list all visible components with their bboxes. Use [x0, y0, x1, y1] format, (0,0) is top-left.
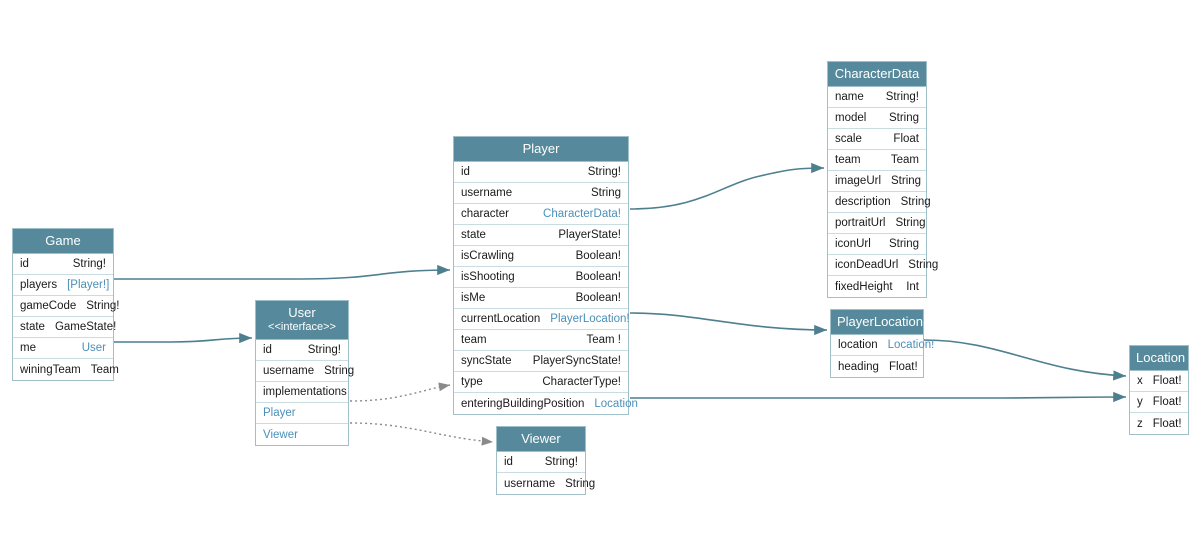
field-name: heading: [838, 360, 879, 373]
field-name: imageUrl: [835, 175, 882, 188]
field-name: winingTeam: [20, 363, 81, 376]
field-type: Float!: [1152, 375, 1182, 388]
field-type: Boolean!: [575, 250, 621, 263]
field-name: team: [461, 334, 487, 347]
field-row: [13, 317, 117, 338]
field-name: model: [835, 112, 867, 125]
entity-player[interactable]: [453, 136, 638, 415]
field-row: [454, 267, 628, 288]
field-type[interactable]: Location!: [887, 339, 935, 352]
entity-viewer[interactable]: [496, 426, 596, 495]
field-type[interactable]: CharacterData!: [543, 208, 621, 221]
field-name: description: [835, 196, 891, 209]
field-name: state: [461, 229, 486, 242]
field-row: [454, 330, 628, 351]
field-row: [256, 361, 355, 382]
field-row: [454, 162, 628, 183]
entity-stereotype: <<interface>>: [268, 321, 336, 334]
field-row: [454, 204, 628, 225]
field-type: PlayerSyncState!: [532, 355, 621, 368]
field-name: id: [461, 166, 470, 179]
field-name: fixedHeight: [835, 280, 893, 293]
implementation-viewer[interactable]: Viewer: [263, 428, 298, 441]
edge-game-me-user: [114, 338, 252, 342]
field-row: [454, 351, 628, 372]
edge-playerlocation-location-location: [924, 340, 1126, 376]
field-row: [828, 108, 926, 129]
field-type: String: [888, 238, 919, 251]
field-type: GameState!: [54, 321, 117, 334]
field-name: isMe: [461, 292, 486, 305]
field-row: [1130, 413, 1188, 434]
field-name: username: [461, 187, 513, 200]
field-type[interactable]: PlayerLocation!: [550, 313, 630, 326]
entity-title-viewer: Viewer: [497, 427, 585, 452]
entity-characterdata[interactable]: [827, 61, 939, 298]
entity-game[interactable]: [12, 228, 120, 381]
implementations-label: implementations: [263, 386, 347, 398]
field-name: currentLocation: [461, 313, 541, 326]
field-row: [831, 335, 935, 356]
edge-game-players-player: [114, 270, 450, 279]
field-row: [454, 309, 628, 330]
field-name: iconDeadUrl: [835, 259, 899, 272]
entity-user[interactable]: [255, 300, 355, 446]
field-name: id: [263, 344, 272, 356]
field-row: [1130, 371, 1188, 392]
field-type: CharacterType!: [542, 376, 621, 389]
field-row: [828, 276, 926, 297]
field-row: [256, 340, 348, 361]
field-name: type: [461, 376, 483, 389]
field-type: Float!: [888, 360, 918, 373]
implementation-player[interactable]: Player: [263, 407, 296, 419]
field-type: String!: [587, 166, 621, 179]
field-type[interactable]: Location: [594, 397, 638, 410]
field-type: String: [900, 196, 931, 209]
field-type: String: [891, 175, 922, 188]
field-type: Int: [906, 280, 919, 293]
field-name: enteringBuildingPosition: [461, 397, 585, 410]
field-row: [1130, 392, 1188, 413]
edge-player-enteringbuildingposition-location: [630, 397, 1126, 398]
edge-player-currentlocation-playerlocation: [630, 313, 827, 330]
field-name: location: [838, 339, 878, 352]
field-name: players: [20, 279, 58, 292]
field-type: String!: [86, 300, 120, 313]
field-name: portraitUrl: [835, 217, 886, 230]
field-name: id: [20, 258, 29, 271]
field-row: [13, 254, 113, 275]
field-name: syncState: [461, 355, 512, 368]
field-row: [13, 275, 113, 296]
field-row: [828, 129, 926, 150]
field-type: Team: [890, 154, 919, 167]
field-row: [497, 452, 585, 473]
field-name: state: [20, 321, 45, 334]
field-type: String: [324, 365, 355, 377]
field-type: Float!: [1152, 396, 1182, 409]
field-row: [497, 473, 596, 494]
entity-location[interactable]: [1129, 345, 1189, 435]
entity-playerlocation[interactable]: [830, 309, 935, 378]
field-type: PlayerState!: [558, 229, 621, 242]
field-type[interactable]: [Player!]: [67, 279, 110, 292]
field-type: String: [590, 187, 621, 200]
field-type: String!: [72, 258, 106, 271]
entity-title-characterdata: CharacterData: [828, 62, 926, 87]
field-row: [454, 225, 628, 246]
field-name: character: [461, 208, 509, 221]
field-row: [454, 246, 628, 267]
entity-title-playerlocation: PlayerLocation: [831, 310, 923, 335]
field-row: [831, 356, 923, 377]
field-type: Float: [893, 133, 919, 146]
edge-user-viewer-implementation: [350, 423, 493, 442]
field-type: Float!: [1152, 417, 1182, 430]
entity-title-player: Player: [454, 137, 628, 162]
field-name: y: [1137, 396, 1143, 409]
field-row: [454, 393, 638, 414]
field-type: String: [888, 112, 919, 125]
field-type: Team !: [586, 334, 621, 347]
field-name: isCrawling: [461, 250, 515, 263]
field-name: name: [835, 91, 864, 104]
field-name: iconUrl: [835, 238, 871, 251]
field-name: gameCode: [20, 300, 77, 313]
field-type: Boolean!: [575, 271, 621, 284]
field-type: String: [895, 217, 926, 230]
field-type: String!: [885, 91, 919, 104]
list-item[interactable]: [256, 403, 348, 424]
edge-player-character-characterdata: [630, 168, 824, 209]
field-row: [828, 192, 931, 213]
edge-user-player-implementation: [350, 385, 450, 401]
field-name: scale: [835, 133, 862, 146]
entity-title-user: [256, 301, 348, 340]
field-name: me: [20, 342, 36, 355]
field-type: Boolean!: [575, 292, 621, 305]
field-type[interactable]: User: [81, 342, 106, 355]
field-row: [828, 87, 926, 108]
field-row: [828, 234, 926, 255]
field-row: [256, 382, 348, 403]
field-name: team: [835, 154, 861, 167]
field-name: x: [1137, 375, 1143, 388]
field-type: String: [908, 259, 939, 272]
entity-title-game: Game: [13, 229, 113, 254]
field-name: z: [1137, 417, 1143, 430]
field-row: [454, 288, 628, 309]
field-name: username: [504, 477, 556, 490]
field-row: [13, 359, 119, 380]
field-row: [828, 213, 926, 234]
field-name: id: [504, 456, 513, 469]
field-type: Team: [90, 363, 119, 376]
field-type: String!: [307, 344, 341, 356]
field-name: username: [263, 365, 315, 377]
field-row: [828, 171, 926, 192]
field-row: [13, 296, 120, 317]
field-row: [454, 183, 628, 204]
list-item[interactable]: [256, 424, 348, 445]
field-type: String!: [544, 456, 578, 469]
entity-title-location: Location: [1130, 346, 1188, 371]
field-row: [828, 150, 926, 171]
field-row: [13, 338, 113, 359]
field-type: String: [565, 477, 596, 490]
field-row: [828, 255, 939, 276]
field-name: isShooting: [461, 271, 515, 284]
entity-title-text: User: [288, 305, 316, 320]
field-row: [454, 372, 628, 393]
